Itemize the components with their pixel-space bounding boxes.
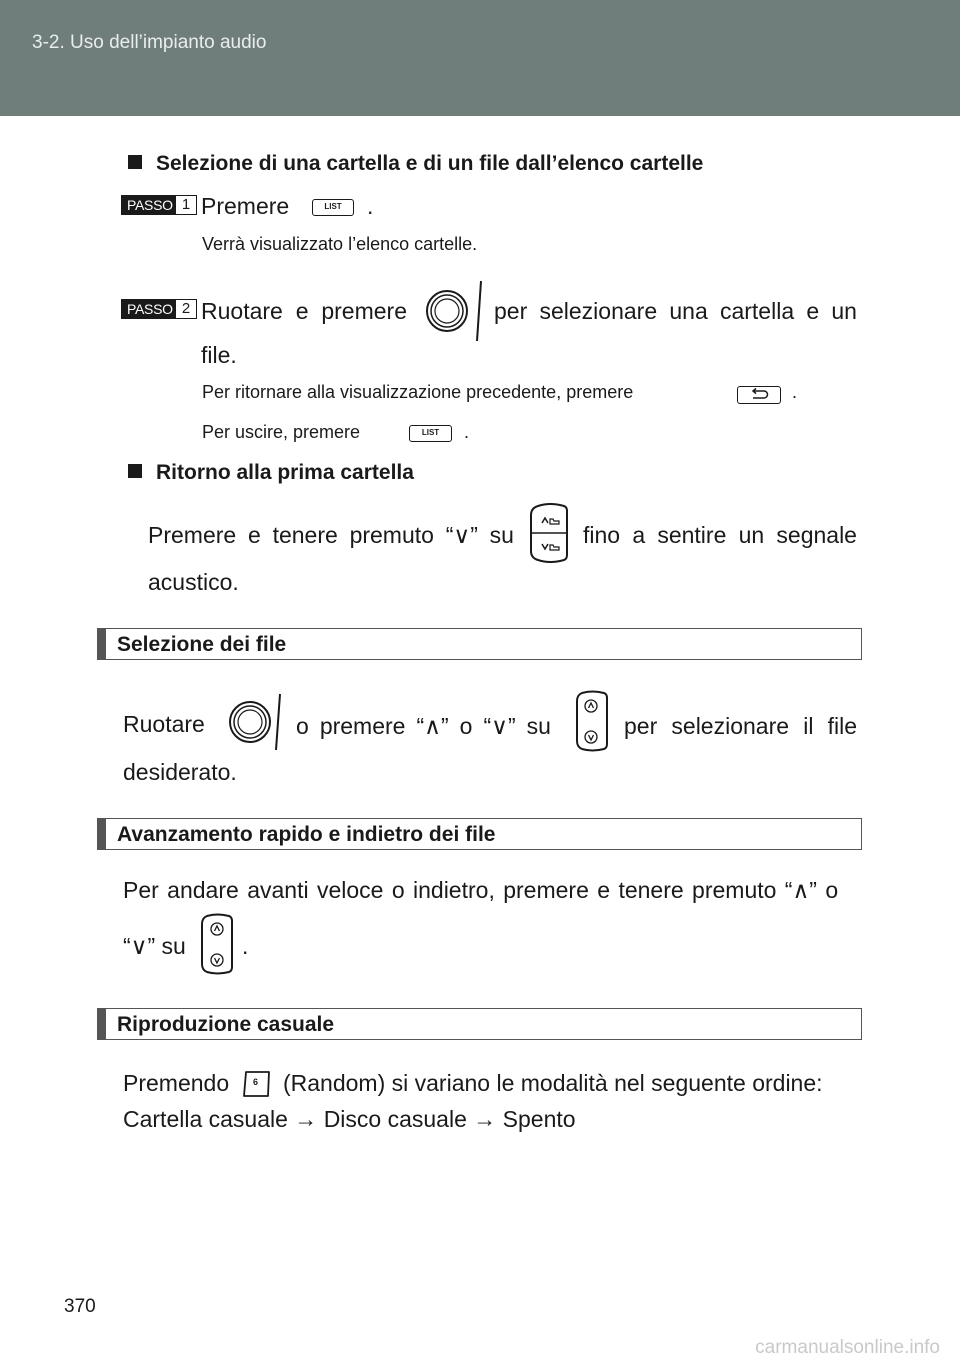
first-folder-line1-a: Premere e tenere premuto “∨” su: [148, 522, 514, 548]
step2-line1-a: Ruotare e premere: [201, 298, 407, 324]
step1-text: Premere: [201, 193, 290, 219]
section-random: [97, 1008, 862, 1040]
file-select-line1-a: o premere “∧” o “∨” su: [296, 713, 551, 739]
watermark: carmanualsonline.info: [755, 1337, 940, 1358]
tune-knob-icon: [425, 279, 487, 343]
list-button-icon: LIST: [312, 199, 354, 216]
subheading-first-folder: Ritorno alla prima cartella: [128, 461, 414, 485]
first-folder-line2: acustico.: [148, 569, 239, 595]
seek-switch-icon: [574, 690, 610, 752]
note-exit: Per uscire, premere: [202, 422, 361, 442]
step-badge-2: PASSO 2: [121, 299, 197, 319]
section-title-file-select: Selezione dei file: [117, 633, 287, 656]
step2-line1-b: per selezionare una cartella e un: [494, 298, 857, 324]
file-select-line2: desiderato.: [123, 759, 237, 785]
step-badge-1: PASSO 1: [121, 195, 197, 215]
seek-switch-icon: [197, 913, 237, 975]
square-bullet-icon: [128, 155, 142, 169]
file-select-line1-b: per selezionare il file: [624, 713, 857, 739]
fast-forward-line1: Per andare avanti veloce o indietro, premere e tenere premuto “∧” o: [123, 877, 839, 903]
page-number: 370: [64, 1296, 96, 1317]
list-button-icon: LIST: [409, 425, 452, 442]
section-title-random: Riproduzione casuale: [117, 1013, 335, 1036]
square-bullet-icon: [128, 464, 142, 478]
note-back: Per ritornare alla visualizzazione precedente, premere: [202, 382, 634, 402]
folder-switch-icon: [528, 503, 570, 563]
section-fast-forward: [97, 818, 862, 850]
back-button-icon: [737, 386, 781, 404]
page-header: [0, 0, 960, 116]
tune-knob-icon: [228, 692, 286, 752]
preset-6-button-icon: 6: [242, 1069, 272, 1099]
step1-note: Verrà visualizzato l’elenco cartelle.: [202, 234, 478, 254]
random-order-line: Cartella casuale → Disco casuale → Spento: [123, 1106, 576, 1132]
section-title-fast-forward: Avanzamento rapido e indietro dei file: [117, 823, 496, 846]
step2-line2: file.: [201, 342, 237, 368]
subheading-folder-select: Selezione di una cartella e di un file dall’elenco cartelle: [128, 152, 703, 176]
section-title: 3-2. Uso dell’impianto audio: [32, 32, 267, 53]
first-folder-line1-b: fino a sentire un segnale: [583, 522, 857, 548]
section-file-select: [97, 628, 862, 660]
